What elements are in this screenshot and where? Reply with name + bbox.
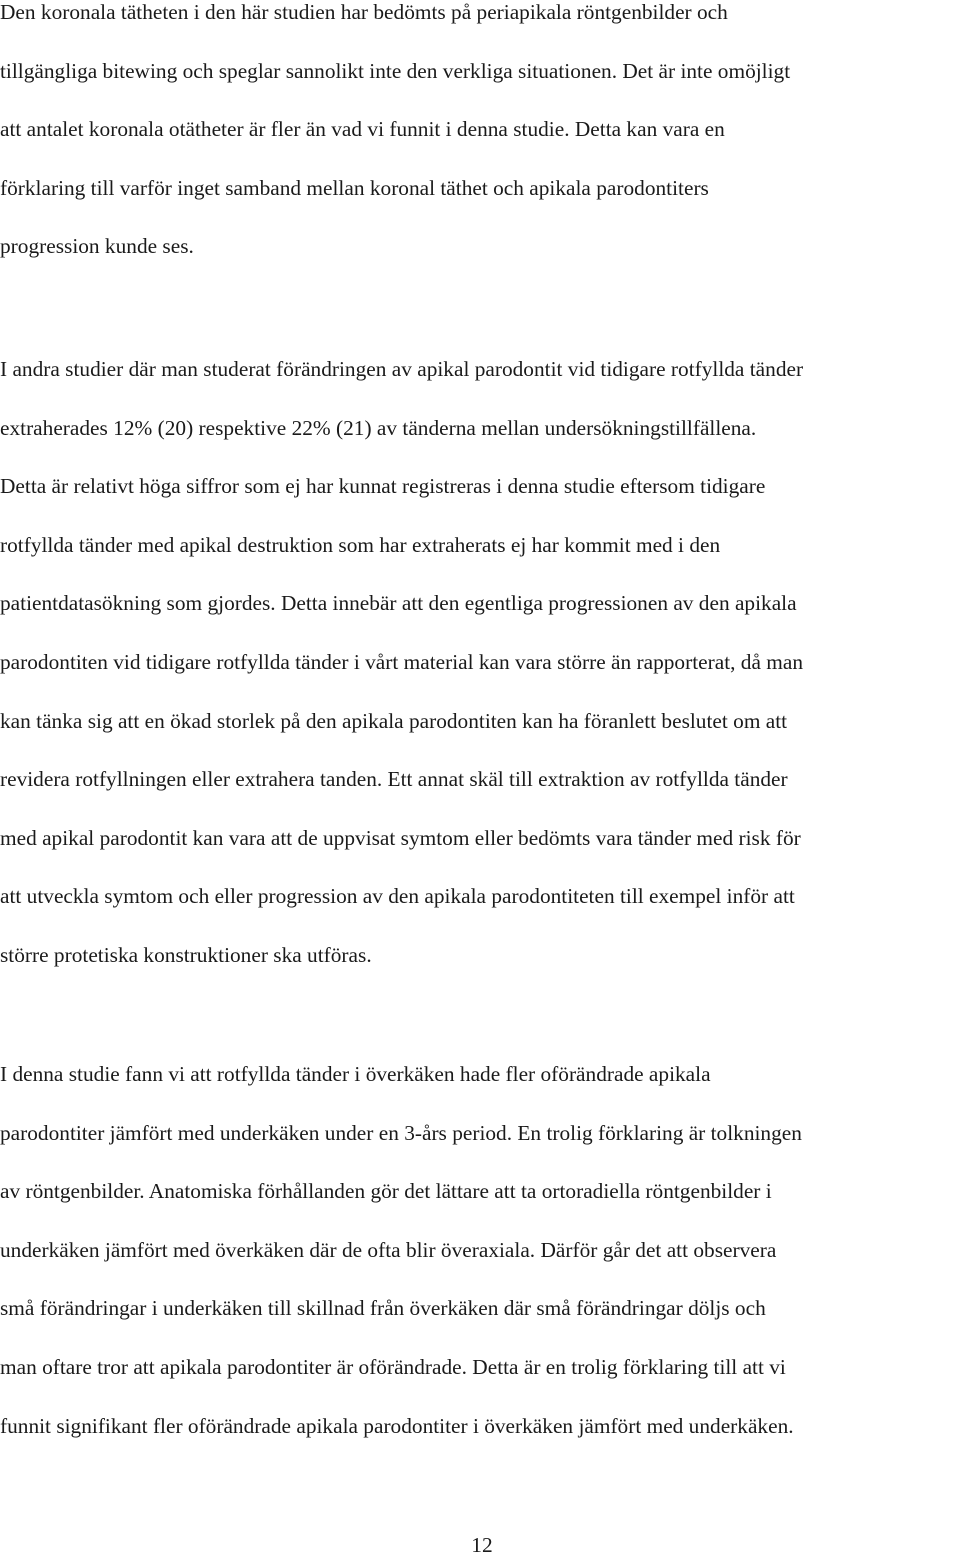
text-line: tillgängliga bitewing och speglar sannolikt inte den verkliga situationen. Det är inte omöjligt <box>0 58 791 83</box>
text-line: små förändringar i underkäken till skillnad från överkäken där små förändringar döljs och <box>0 1296 766 1321</box>
paragraph-other-studies <box>0 340 960 985</box>
text-line: extraherades 12% (20) respektive 22% (21) av tänderna mellan undersökningstillfällena. <box>0 415 757 440</box>
text-line: rotfyllda tänder med apikal destruktion som har extraherats ej har kommit med i den <box>0 532 721 557</box>
text-line: I denna studie fann vi att rotfyllda tänder i överkäken hade fler oförändrade apikala <box>0 1062 711 1086</box>
text-line: I andra studier där man studerat förändringen av apikal parodontit vid tidigare rotfyllda tänder <box>0 357 804 381</box>
text-line: av röntgenbilder. Anatomiska förhållanden gör det lättare att ta ortoradiella röntgenbilder i <box>0 1179 772 1204</box>
text-line: progression kunde ses. <box>0 234 194 259</box>
text-line: parodontiten vid tidigare rotfyllda tänder i vårt material kan vara större än rapporterat, då man <box>0 649 804 674</box>
paragraph-coronal-density <box>0 0 960 276</box>
page-number: 12 <box>471 1533 493 1557</box>
text-line: förklaring till varför inget samband mellan koronal täthet och apikala parodontiters <box>0 175 709 200</box>
text-line: man oftare tror att apikala parodontiter är oförändrade. Detta är en trolig förklaring till att vi <box>0 1354 786 1379</box>
paragraph-upper-vs-lower-jaw <box>0 1045 960 1455</box>
text-line: att utveckla symtom och eller progression av den apikala parodontiteten till exempel inför att <box>0 884 795 909</box>
text-line: underkäken jämfört med överkäken där de ofta blir överaxiala. Därför går det att observera <box>0 1237 777 1262</box>
text-line: funnit signifikant fler oförändrade apikala parodontiter i överkäken jämfört med underkäken. <box>0 1413 794 1438</box>
text-line: kan tänka sig att en ökad storlek på den apikala parodontiten kan ha föranlett beslutet om att <box>0 708 788 733</box>
text-line: revidera rotfyllningen eller extrahera tanden. Ett annat skäl till extraktion av rotfyllda tänder <box>0 767 788 792</box>
text-line: att antalet koronala otätheter är fler än vad vi funnit i denna studie. Detta kan vara en <box>0 117 725 142</box>
text-line: Den koronala tätheten i den här studien har bedömts på periapikala röntgenbilder och <box>0 0 728 24</box>
text-line: Detta är relativt höga siffror som ej har kunnat registreras i denna studie eftersom tidigare <box>0 474 766 499</box>
text-line: med apikal parodontit kan vara att de uppvisat symtom eller bedömts vara tänder med risk för <box>0 825 801 850</box>
text-line: patientdatasökning som gjordes. Detta innebär att den egentliga progressionen av den apikala <box>0 591 797 616</box>
text-line: parodontiter jämfört med underkäken under en 3-års period. En trolig förklaring är tolkningen <box>0 1120 802 1145</box>
text-line: större protetiska konstruktioner ska utföras. <box>0 942 372 967</box>
